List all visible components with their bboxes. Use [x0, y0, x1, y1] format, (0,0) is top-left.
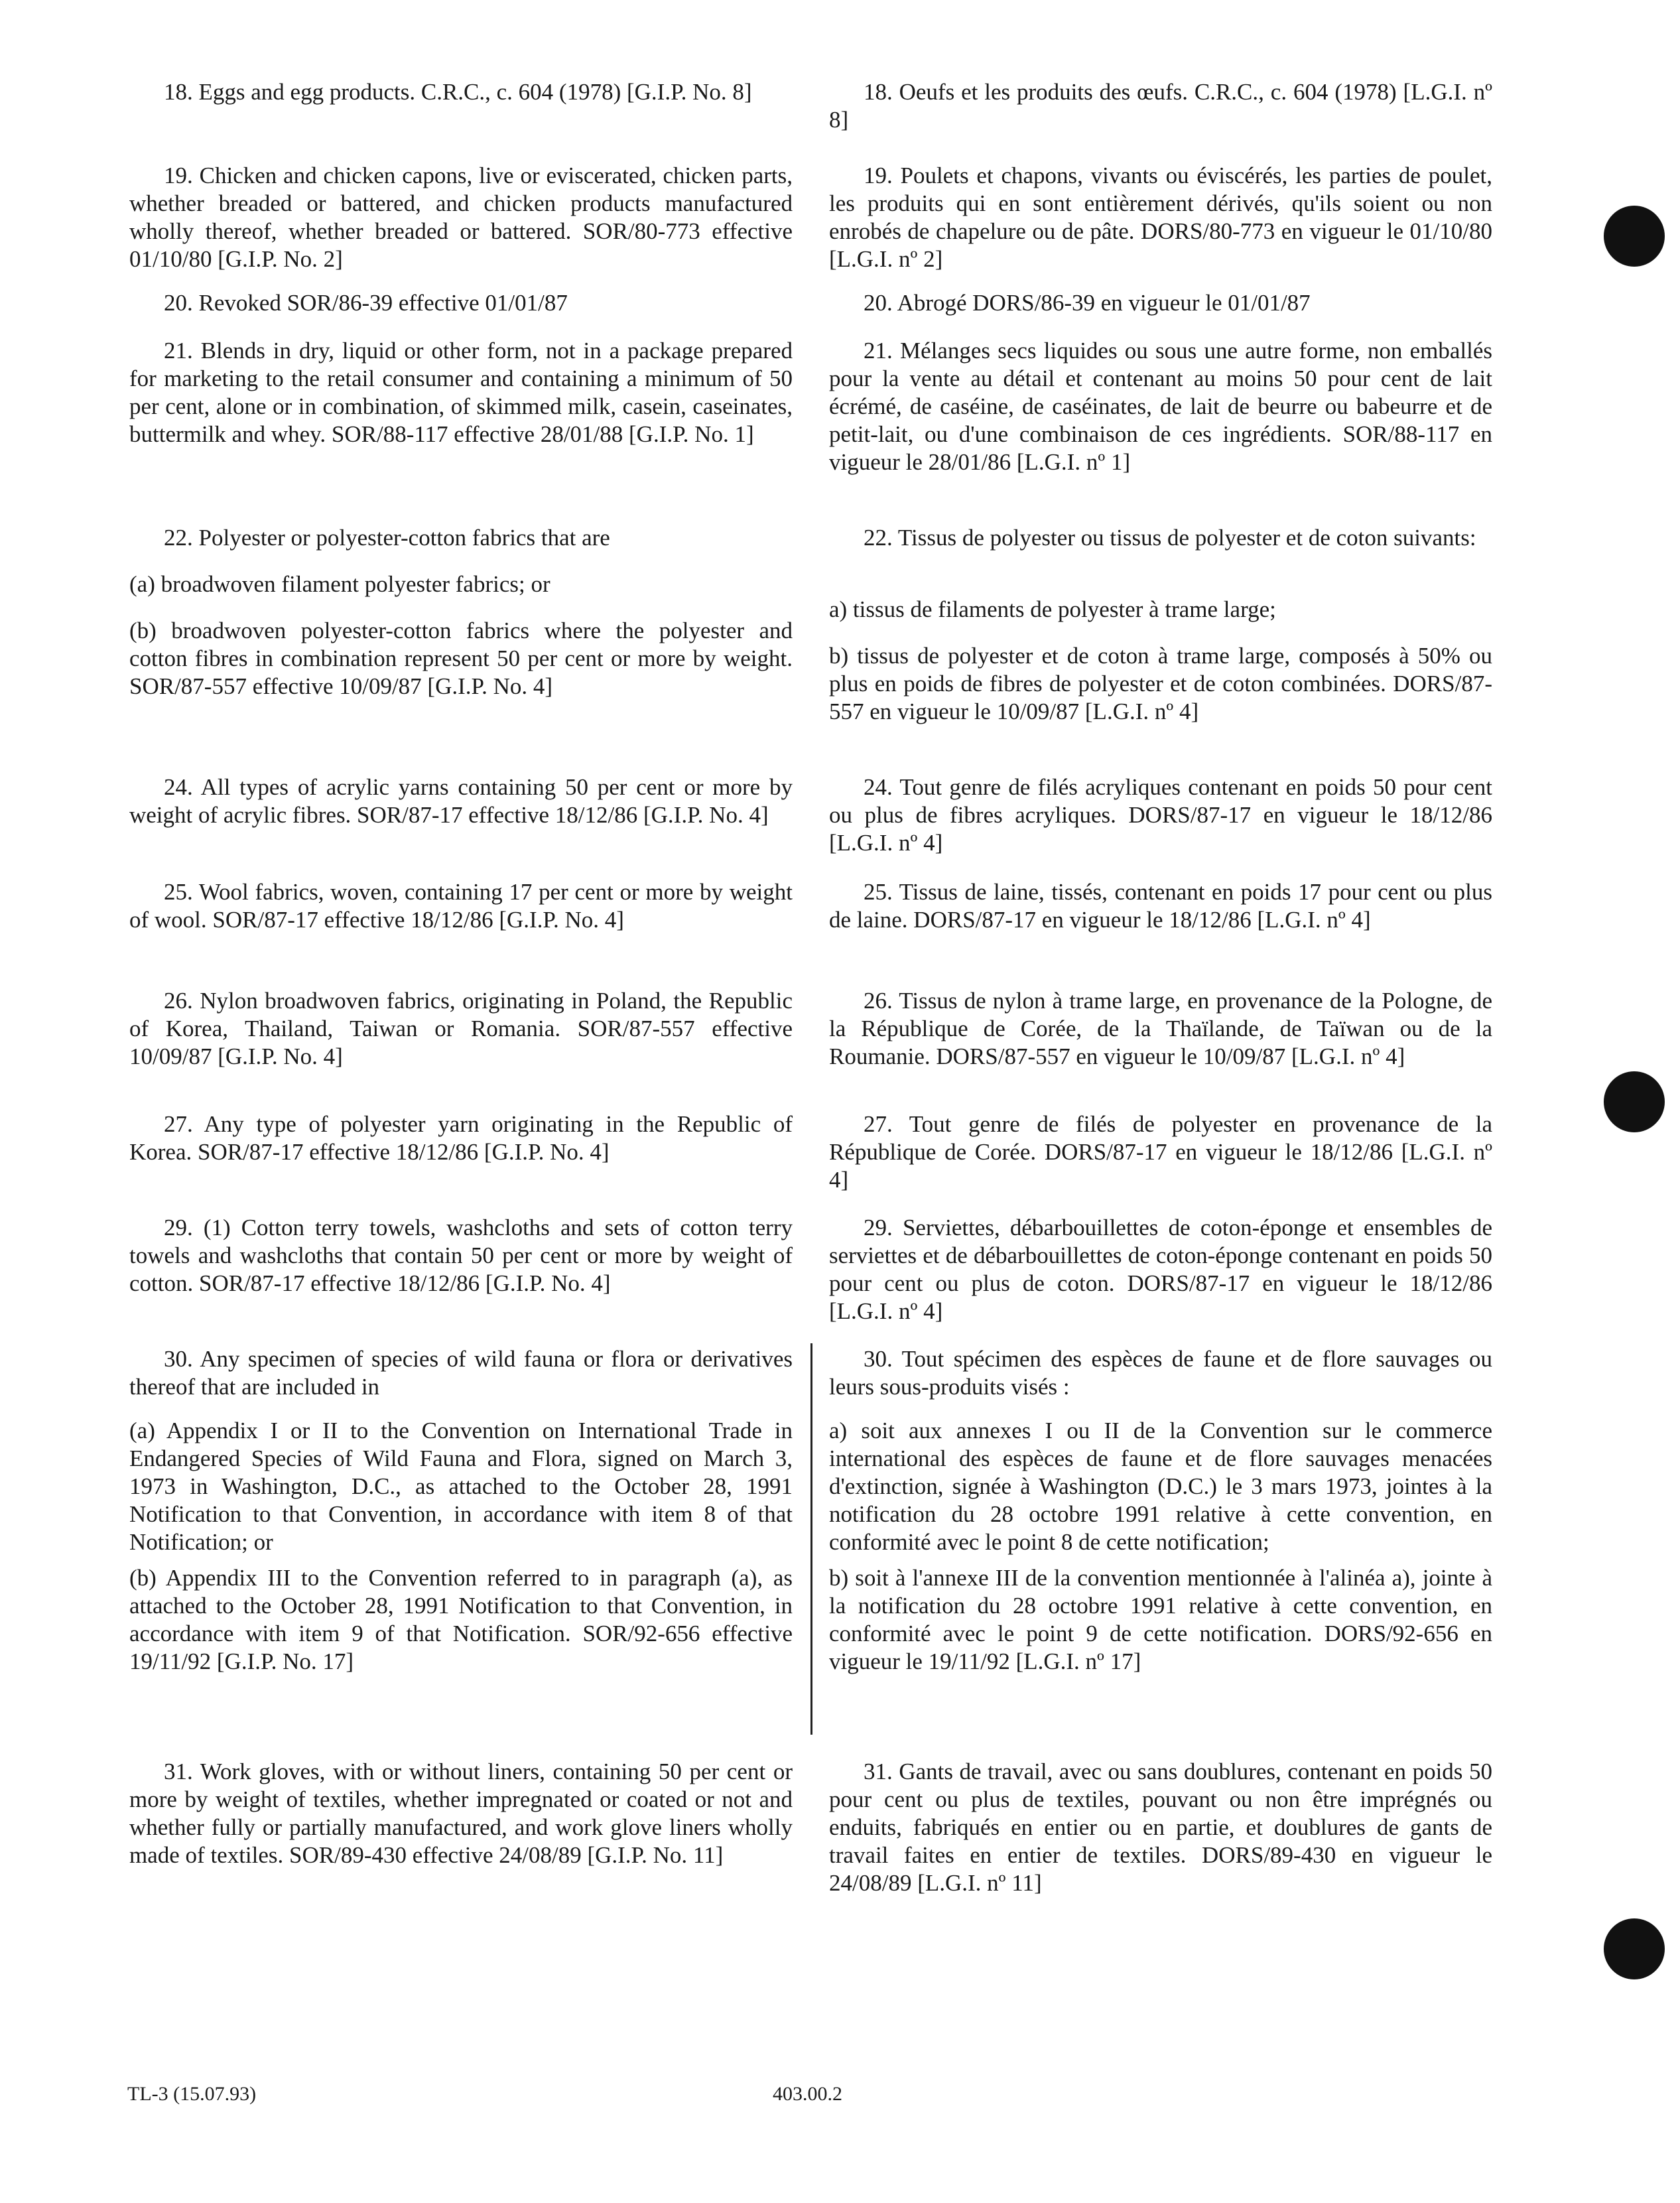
- item-21-fr: 21. Mélanges secs liquides ou sous une autre forme, non emballés pour la vente au détail et contenant au moins 50 pour cent de lait écrémé, de caséine, de caséinates, de lait de beurre ou babeurre et de petit-lait, ou d'une combinaison de ces ingrédients. SOR/88-117 en vigueur le 28/01/86 [L.G.I. nº 1]: [829, 338, 1492, 475]
- item-20-fr: 20. Abrogé DORS/86-39 en vigueur le 01/01/87: [864, 290, 1311, 316]
- item-30b-en: (b) Appendix III to the Convention referred to in paragraph (a), as attached to the October 28, 1991 Notification to that Convention, in accordance with item 9 of that Notification. SOR/92-656 effective 19/11/92 [G.I.P. No. 17]: [129, 1565, 793, 1674]
- item-30-fr: 30. Tout spécimen des espèces de faune et de flore sauvages ou leurs sous-produits visés :: [829, 1346, 1492, 1400]
- item-29-fr: 29. Serviettes, débarbouillettes de coton-éponge et ensembles de serviettes et de débarbouillettes de coton-éponge contenant en poids 50 pour cent ou plus de coton. DORS/87-17 en vigueur le 18/12/86 [L.G.I. nº 4]: [829, 1215, 1492, 1324]
- item-31-en: 31. Work gloves, with or without liners, containing 50 per cent or more by weight of textiles, whether impregnated or coated or not and whether fully or partially manufactured, and work glove liners wholly made of textiles. SOR/89-430 effective 24/08/89 [G.I.P. No. 11]: [129, 1759, 793, 1868]
- punch-hole-top: [1604, 206, 1665, 267]
- item-18-fr: 18. Oeufs et les produits des œufs. C.R.C., c. 604 (1978) [L.G.I. nº 8]: [829, 79, 1492, 133]
- item-30a-fr: a) soit aux annexes I ou II de la Convention sur le commerce international des espèces de faune et de flore sauvages menacées d'extinction, signée à Washington (D.C.) le 3 mars 1973, jointes à la notification du 28 octobre 1991 relative à cette convention, en conformité avec le point 8 de cette notification;: [829, 1418, 1492, 1555]
- item-27-en: 27. Any type of polyester yarn originating in the Republic of Korea. SOR/87-17 effective 18/12/86 [G.I.P. No. 4]: [129, 1111, 793, 1165]
- item-26-en: 26. Nylon broadwoven fabrics, originating in Poland, the Republic of Korea, Thailand, Taiwan or Romania. SOR/87-557 effective 10/09/87 [G.I.P. No. 4]: [129, 988, 793, 1069]
- item-19-en: 19. Chicken and chicken capons, live or eviscerated, chicken parts, whether breaded or battered, and chicken products manufactured wholly thereof, whether breaded or battered. SOR/80-773 effective 01/10/80 [G.I.P. No. 2]: [129, 163, 793, 272]
- item-30b-fr: b) soit à l'annexe III de la convention mentionnée à l'alinéa a), jointe à la notification du 28 octobre 1991 relative à cette convention, en conformité avec le point 9 de cette notification. DORS/92-656 en vigueur le 19/11/92 [L.G.I. nº 17]: [829, 1565, 1492, 1674]
- item-22a-en: (a) broadwoven filament polyester fabrics; or: [129, 571, 550, 597]
- item-26-fr: 26. Tissus de nylon à trame large, en provenance de la Pologne, de la République de Corée, de la Thaïlande, de Taïwan ou de la Roumanie. DORS/87-557 en vigueur le 10/09/87 [L.G.I. nº 4]: [829, 988, 1492, 1069]
- item-21-en: 21. Blends in dry, liquid or other form, not in a package prepared for marketing to the retail consumer and containing a minimum of 50 per cent, alone or in combination, of skimmed milk, casein, caseinates, buttermilk and whey. SOR/88-117 effective 28/01/88 [G.I.P. No. 1]: [129, 338, 793, 447]
- item-22a-fr: a) tissus de filaments de polyester à trame large;: [829, 596, 1276, 622]
- item-24-en: 24. All types of acrylic yarns containing 50 per cent or more by weight of acrylic fibres. SOR/87-17 effective 18/12/86 [G.I.P. No. 4]: [129, 774, 793, 828]
- footer-page-number: 403.00.2: [773, 2083, 842, 2105]
- item-31-fr: 31. Gants de travail, avec ou sans doublures, contenant en poids 50 pour cent ou plus de textiles, pouvant ou non être imprégnés ou enduits, fabriqués en entier ou en partie, et doublures de gants de travail faites en entier de textiles. DORS/89-430 en vigueur le 24/08/89 [L.G.I. nº 11]: [829, 1759, 1492, 1896]
- punch-hole-middle: [1604, 1071, 1665, 1132]
- item-25-fr: 25. Tissus de laine, tissés, contenant en poids 17 pour cent ou plus de laine. DORS/87-17 en vigueur le 18/12/86 [L.G.I. nº 4]: [829, 879, 1492, 933]
- item-30a-en: (a) Appendix I or II to the Convention on International Trade in Endangered Species of Wild Fauna and Flora, signed on March 3, 1973 in Washington, D.C., as attached to the October 28, 1991 Notification to that Convention, in accordance with item 8 of that Notification; or: [129, 1418, 793, 1555]
- revision-bar: [810, 1343, 812, 1735]
- punch-hole-bottom: [1604, 1918, 1665, 1979]
- item-20-en: 20. Revoked SOR/86-39 effective 01/01/87: [164, 290, 568, 316]
- item-25-en: 25. Wool fabrics, woven, containing 17 per cent or more by weight of wool. SOR/87-17 effective 18/12/86 [G.I.P. No. 4]: [129, 879, 793, 933]
- item-22b-en: (b) broadwoven polyester-cotton fabrics where the polyester and cotton fibres in combination represent 50 per cent or more by weight. SOR/87-557 effective 10/09/87 [G.I.P. No. 4]: [129, 618, 793, 699]
- item-24-fr: 24. Tout genre de filés acryliques contenant en poids 50 pour cent ou plus de fibres acryliques. DORS/87-17 en vigueur le 18/12/86 [L.G.I. nº 4]: [829, 774, 1492, 856]
- item-27-fr: 27. Tout genre de filés de polyester en provenance de la République de Corée. DORS/87-17 en vigueur le 18/12/86 [L.G.I. nº 4]: [829, 1111, 1492, 1193]
- item-30-en: 30. Any specimen of species of wild fauna or flora or derivatives thereof that are included in: [129, 1346, 793, 1400]
- footer-edition: TL-3 (15.07.93): [127, 2083, 257, 2105]
- item-22b-fr: b) tissus de polyester et de coton à trame large, composés à 50% ou plus en poids de fibres de polyester et de coton combinées. DORS/87-557 en vigueur le 10/09/87 [L.G.I. nº 4]: [829, 643, 1492, 724]
- item-29-en: 29. (1) Cotton terry towels, washcloths and sets of cotton terry towels and washcloths that contain 50 per cent or more by weight of cotton. SOR/87-17 effective 18/12/86 [G.I.P. No. 4]: [129, 1215, 793, 1296]
- item-19-fr: 19. Poulets et chapons, vivants ou éviscérés, les parties de poulet, les produits qui en sont entièrement dérivés, qu'ils soient ou non enrobés de chapelure ou de pâte. DORS/80-773 en vigueur le 01/10/80 [L.G.I. nº 2]: [829, 163, 1492, 272]
- item-22-en: 22. Polyester or polyester-cotton fabrics that are: [164, 525, 610, 551]
- item-22-fr: 22. Tissus de polyester ou tissus de polyester et de coton suivants:: [864, 525, 1476, 551]
- item-18-en: 18. Eggs and egg products. C.R.C., c. 604 (1978) [G.I.P. No. 8]: [164, 79, 752, 105]
